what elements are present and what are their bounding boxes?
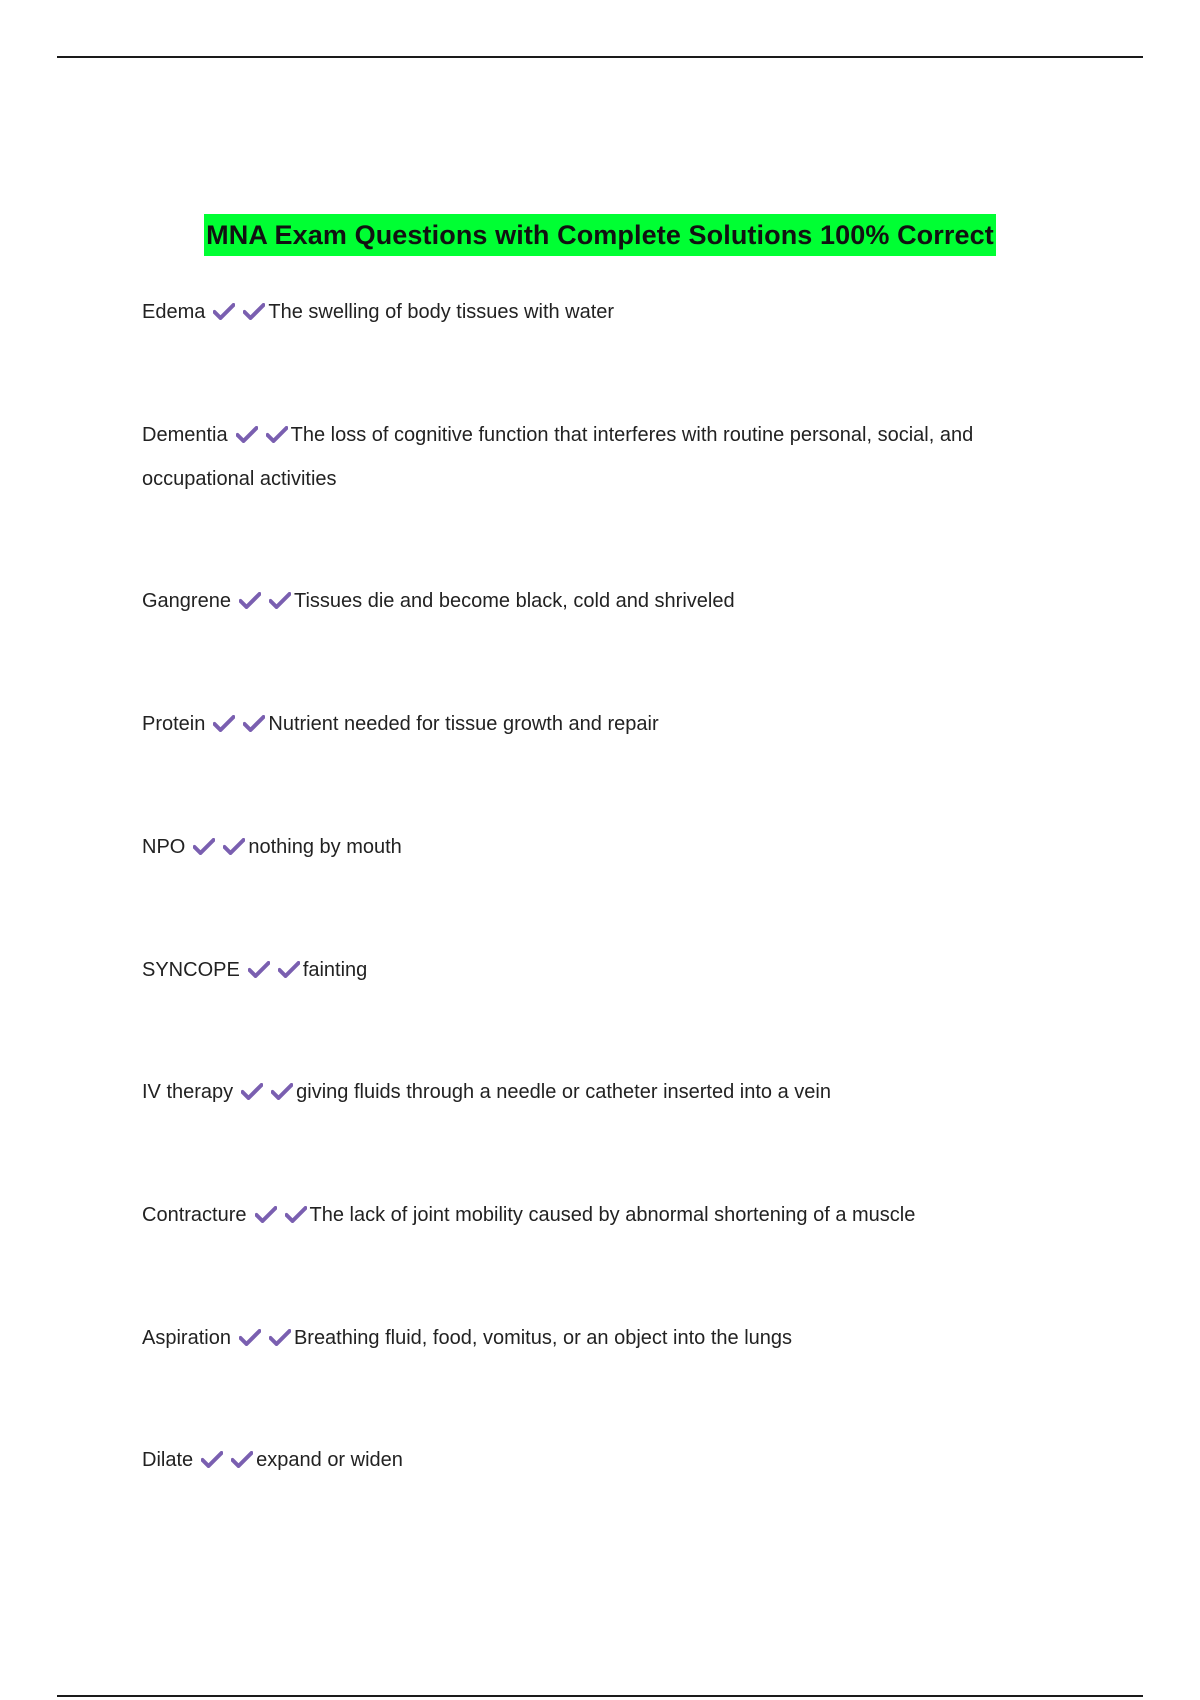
definition: giving fluids through a needle or catheter inserted into a vein bbox=[296, 1081, 831, 1104]
term: SYNCOPE bbox=[142, 958, 240, 981]
term-entry bbox=[142, 1193, 1082, 1238]
term-entry bbox=[142, 948, 1082, 993]
definition: fainting bbox=[302, 958, 368, 981]
term: Dilate bbox=[142, 1449, 194, 1472]
definition: Tissues die and become black, cold and shriveled bbox=[293, 590, 735, 613]
double-check-icon bbox=[213, 289, 266, 333]
term: Protein bbox=[142, 713, 206, 736]
term: NPO bbox=[142, 835, 186, 858]
term: Contracture bbox=[142, 1204, 247, 1227]
definition: The loss of cognitive function that interferes with routine personal, social, and occupational activities bbox=[142, 423, 974, 491]
definition: Nutrient needed for tissue growth and repair bbox=[268, 713, 659, 736]
term: Aspiration bbox=[142, 1326, 231, 1349]
definition: expand or widen bbox=[256, 1449, 403, 1472]
term-entry bbox=[142, 1070, 1082, 1115]
term: Gangrene bbox=[142, 590, 231, 613]
term-entry bbox=[142, 1316, 1082, 1361]
definition: nothing by mouth bbox=[248, 835, 402, 858]
definition: The swelling of body tissues with water bbox=[268, 301, 615, 323]
document-title: MNA Exam Questions with Complete Solutions 100% Correct bbox=[204, 214, 996, 256]
term-entry bbox=[142, 825, 1082, 870]
header-rule bbox=[57, 56, 1143, 58]
term: Dementia bbox=[142, 423, 228, 446]
double-check-icon bbox=[201, 1437, 254, 1481]
term: Edema bbox=[142, 301, 206, 323]
term-list bbox=[142, 290, 1082, 1483]
double-check-icon bbox=[255, 1192, 308, 1236]
definition: Breathing fluid, food, vomitus, or an object into the lungs bbox=[293, 1326, 793, 1349]
term: IV therapy bbox=[142, 1081, 234, 1104]
double-check-icon bbox=[248, 946, 301, 990]
term-entry bbox=[142, 413, 1082, 502]
term-entry bbox=[142, 290, 1082, 335]
term-entry bbox=[142, 579, 1082, 624]
footer-rule bbox=[57, 1695, 1143, 1697]
term-entry bbox=[142, 1438, 1082, 1483]
double-check-icon bbox=[239, 1314, 292, 1358]
double-check-icon bbox=[193, 824, 246, 868]
double-check-icon bbox=[236, 411, 289, 455]
term-entry bbox=[142, 702, 1082, 747]
title-container bbox=[0, 214, 1200, 256]
double-check-icon bbox=[239, 578, 292, 622]
definition: The lack of joint mobility caused by abnormal shortening of a muscle bbox=[309, 1204, 916, 1227]
double-check-icon bbox=[241, 1069, 294, 1113]
double-check-icon bbox=[213, 701, 266, 745]
